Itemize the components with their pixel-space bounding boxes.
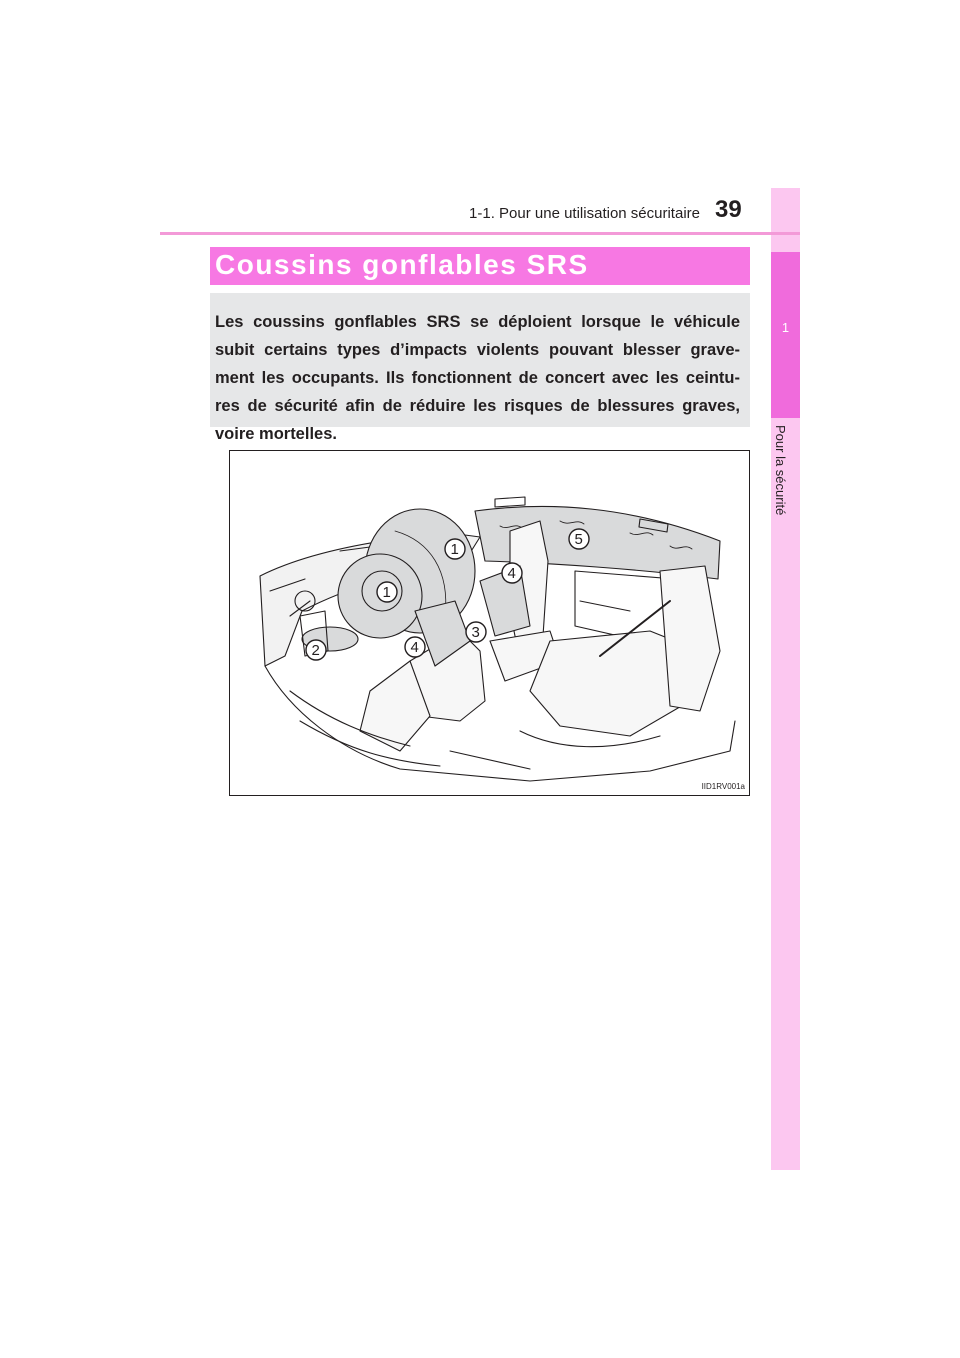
header-section-title: 1-1. Pour une utilisation sécuritaire [469,205,700,222]
svg-text:5: 5 [574,531,583,548]
car-interior-drawing [230,451,749,795]
side-tab-chapter-marker [771,252,800,418]
callout-3-seat-cushion [466,622,486,642]
svg-text:1: 1 [382,584,391,601]
intro-text: Les coussins gonflables SRS se déploient lorsque le véhicule subit certains types d’impacts violents pouvant blesser grave-ment les occupants. Ils fonctionnent de concert avec les ceintu-res de sécurité afin de réduire les risques de blessures graves, voire mortelles. [215,313,740,443]
svg-text:4: 4 [507,565,516,582]
figure-code: IID1RV001a [701,782,745,791]
callout-5-curtain [569,529,589,549]
callout-2-knee [306,640,326,660]
callout-1-driver [377,582,397,602]
airbag-illustration [229,450,750,796]
callout-1-passenger [445,539,465,559]
section-title: Coussins gonflables SRS [215,249,589,280]
svg-text:2: 2 [311,642,320,659]
callout-4-driver-side [405,637,425,657]
page-number: 39 [715,196,742,223]
intro-box [210,293,750,443]
chapter-number: 1 [781,320,790,335]
chapter-title: Pour la sécurité [773,425,788,516]
header-rule [160,232,800,235]
svg-text:4: 4 [410,639,419,656]
svg-text:3: 3 [471,624,480,641]
callout-4-passenger-side [502,563,522,583]
svg-text:1: 1 [450,541,459,558]
